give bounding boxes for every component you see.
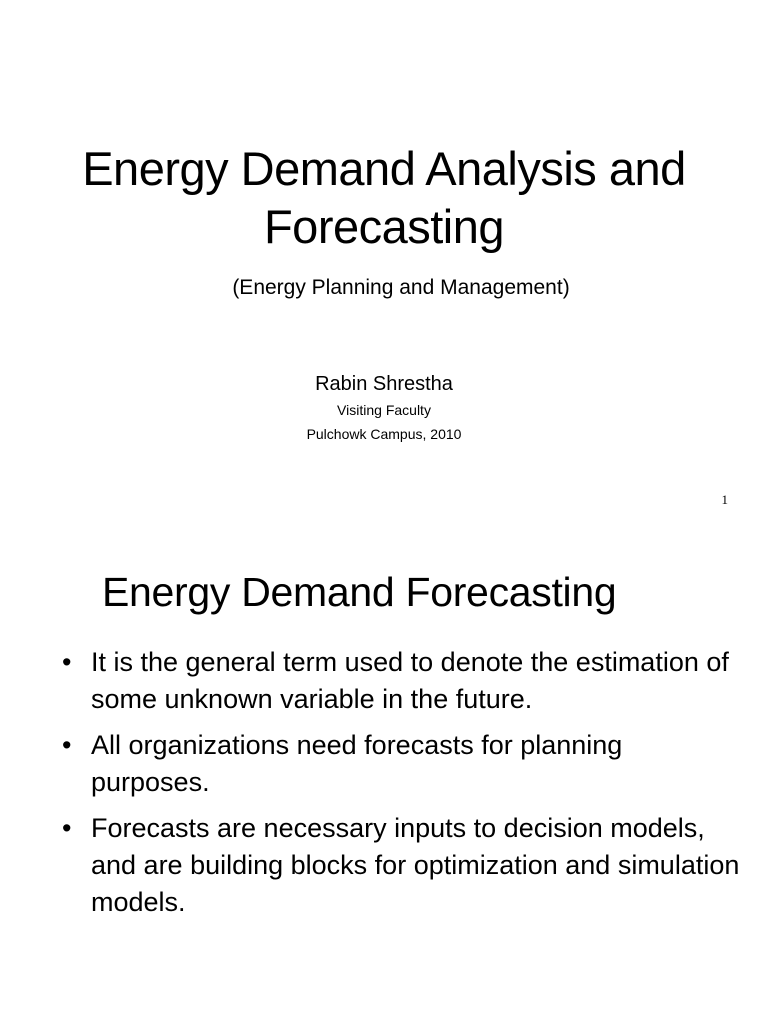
presentation-title (0, 140, 768, 256)
bullet-item (62, 727, 742, 801)
content-slide (0, 526, 768, 1024)
bullet-icon: • (62, 647, 72, 677)
bullet-icon: • (62, 813, 72, 843)
presentation-subtitle: (Energy Planning and Management) (232, 276, 570, 299)
page-number: 1 (721, 492, 728, 507)
bullet-icon: • (62, 730, 72, 760)
bullet-text: All organizations need forecasts for planning purposes. (91, 730, 623, 797)
bullet-item (62, 644, 742, 718)
author-campus: Pulchowk Campus, 2010 (306, 426, 462, 442)
bullet-item (62, 810, 742, 921)
slide-title: Energy Demand Forecasting (102, 569, 617, 615)
author-role: Visiting Faculty (337, 402, 431, 418)
bullet-text: Forecasts are necessary inputs to decision models, and are building blocks for optimization and simulation models. (91, 813, 740, 917)
bullet-text: It is the general term used to denote the estimation of some unknown variable in the future. (91, 647, 729, 714)
title-line-1: Energy Demand Analysis and (82, 142, 686, 195)
bullet-list (62, 644, 742, 930)
title-line-2: Forecasting (263, 200, 505, 253)
author-name: Rabin Shrestha (315, 373, 453, 395)
